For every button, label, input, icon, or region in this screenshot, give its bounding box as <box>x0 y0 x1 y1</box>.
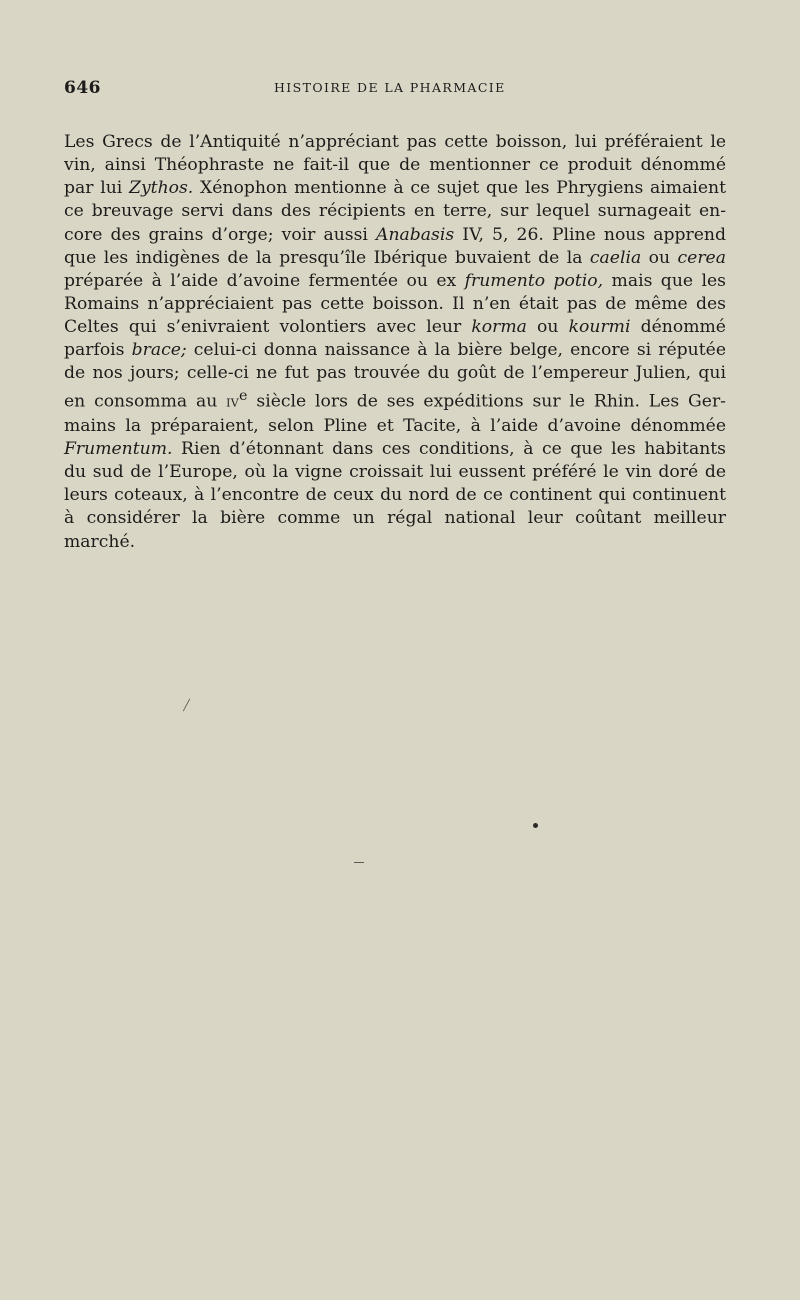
italic-term: Anabasis <box>376 224 455 245</box>
ink-speck <box>533 823 538 828</box>
text-run: Xénophon mentionne à ce sujet que les Phrygiens aimaient ce breuvage servi dans des récipients en terre, sur lequel surnageait encore des grains d’orge; voir aussi <box>64 178 726 245</box>
italic-term: brace; <box>131 340 187 361</box>
running-head <box>64 78 726 102</box>
text-run: IV, 5, 26. Pline nous apprend que les indigènes de la presqu’île Ibérique buvaient de la <box>64 224 726 268</box>
italic-term: cerea <box>677 247 726 268</box>
italic-term: Zythos. <box>129 178 194 199</box>
italic-term: Frumentum. <box>64 439 173 460</box>
italic-term: korma <box>471 316 527 337</box>
text-run: Les Grecs de l’Antiquité n’appréciant pas cette boisson, lui préféraient le vin, ainsi Théophraste ne fait-il que de mentionner ce produit dénommé par lui <box>64 132 726 199</box>
ordinal-superscript: e <box>239 388 248 405</box>
paper-scratch <box>183 699 190 712</box>
text-run: celui-ci donna naissance à la bière belge, encore si réputée de nos jours; celle-ci ne fut pas trouvée du goût de l’empereur Julien, qui en consomma au <box>64 340 726 412</box>
text-run: siècle lors de ses expéditions sur le Rhin. Les Germains la préparaient, selon Pline et Tacite, à l’aide d’avoine dénommée <box>64 391 726 437</box>
text-run: mais que les Romains n’appréciaient pas cette boisson. Il n’en était pas de même des Celtes qui s’enivraient volontiers avec leur <box>64 270 726 337</box>
running-title: HISTOIRE DE LA PHARMACIE <box>274 80 506 95</box>
italic-term: caelia <box>589 247 642 268</box>
italic-term: frumento potio, <box>464 270 604 291</box>
text-run: Rien d’étonnant dans ces conditions, à ce que les habitants du sud de l’Europe, où la vigne croissait lui eussent préféré le vin doré de leurs coteaux, à l’encontre de ceux du nord de ce continent qui continuent à considérer la bière comme un régal national leur coûtant meilleur marché. <box>64 439 726 552</box>
text-run: préparée à l’aide d’avoine fermentée ou ex <box>64 270 465 291</box>
body-paragraph <box>64 131 726 553</box>
text-run: ou <box>526 316 569 337</box>
text-run: ou <box>641 247 678 268</box>
italic-term: kourmi <box>568 316 631 337</box>
text-run: dénommé parfois <box>64 316 726 361</box>
century-numeral: IV <box>226 396 240 410</box>
page-number: 646 <box>64 78 101 98</box>
ink-mark <box>354 862 364 863</box>
